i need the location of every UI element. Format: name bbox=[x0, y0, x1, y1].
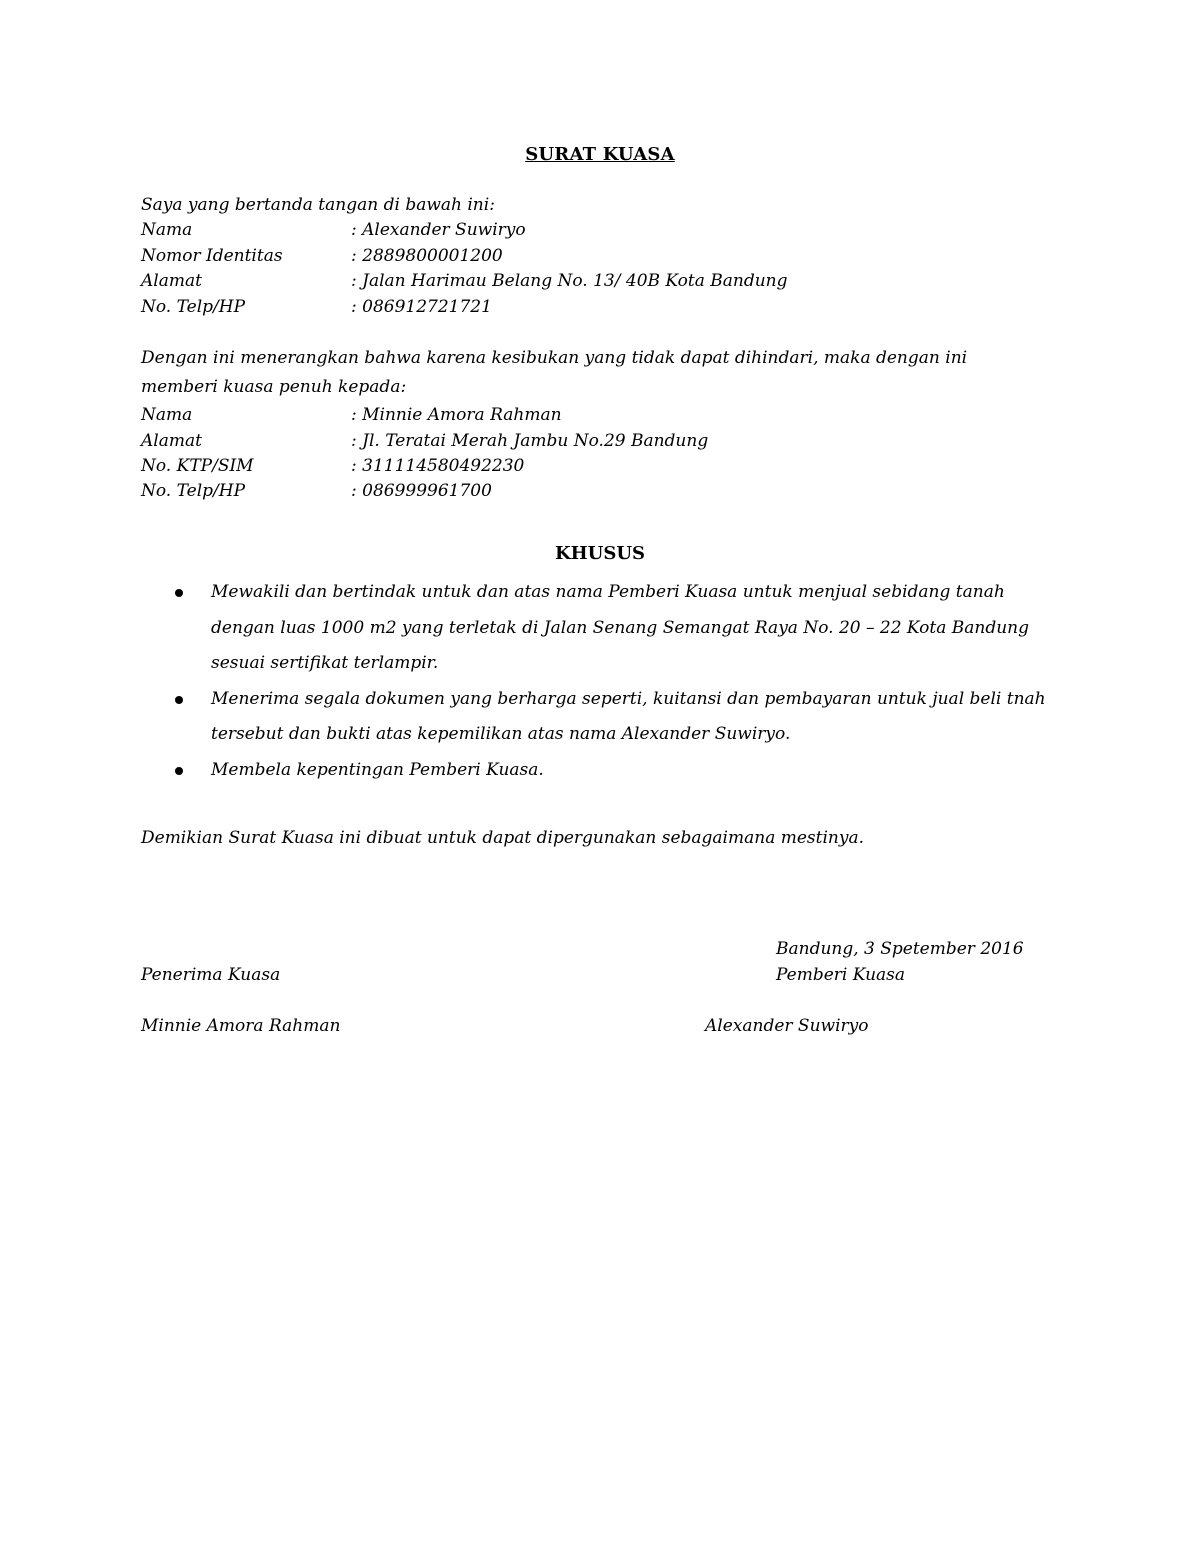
list-item-text: Mewakili dan bertindak untuk dan atas nama Pemberi Kuasa untuk menjual sebidang tanah dengan luas 1000 m2 yang terletak di Jalan Senang Semangat Raya No. 20 – 22 Kota Bandung sesuai sertifikat terlampir. bbox=[211, 582, 1030, 673]
section-heading: KHUSUS bbox=[554, 543, 646, 564]
recipient-role: Penerima Kuasa bbox=[141, 965, 281, 985]
field-value: : 2889800001200 bbox=[351, 246, 503, 266]
list-item bbox=[175, 753, 1055, 789]
field-label: Alamat bbox=[141, 271, 202, 291]
bullet-list bbox=[175, 575, 1055, 788]
closing-text: Demikian Surat Kuasa ini dibuat untuk dapat dipergunakan sebagaimana mestinya. bbox=[141, 828, 864, 848]
field-label: No. KTP/SIM bbox=[141, 456, 254, 476]
bullet-icon bbox=[175, 696, 183, 704]
list-item bbox=[175, 682, 1055, 753]
field-label: No. Telp/HP bbox=[141, 481, 246, 501]
field-label: No. Telp/HP bbox=[141, 297, 246, 317]
list-item-text: Menerima segala dokumen yang berharga seperti, kuitansi dan pembayaran untuk jual beli tnah tersebut dan bukti atas kepemilikan atas nama Alexander Suwiryo. bbox=[211, 688, 1046, 744]
document-title: SURAT KUASA bbox=[525, 144, 675, 165]
field-value: : 311114580492230 bbox=[351, 456, 525, 476]
field-value: : Jl. Teratai Merah Jambu No.29 Bandung bbox=[351, 431, 709, 451]
field-value: : 086999961700 bbox=[351, 481, 492, 501]
grantor-signature-name: Alexander Suwiryo bbox=[705, 1016, 869, 1036]
field-label: Nama bbox=[141, 405, 193, 425]
bullet-icon bbox=[175, 589, 183, 597]
field-value: : Alexander Suwiryo bbox=[351, 220, 526, 240]
field-value: : Minnie Amora Rahman bbox=[351, 405, 562, 425]
bullet-icon bbox=[175, 767, 183, 775]
recipient-signature-name: Minnie Amora Rahman bbox=[141, 1016, 341, 1036]
list-item bbox=[175, 575, 1055, 682]
field-value: : Jalan Harimau Belang No. 13/ 40B Kota Bandung bbox=[351, 271, 788, 291]
statement-line-1: Dengan ini menerangkan bahwa karena kesibukan yang tidak dapat dihindari, maka dengan ini bbox=[141, 348, 968, 368]
field-label: Nomor Identitas bbox=[141, 246, 283, 266]
field-label: Nama bbox=[141, 220, 193, 240]
field-value: : 086912721721 bbox=[351, 297, 492, 317]
grantor-role: Pemberi Kuasa bbox=[776, 965, 906, 985]
list-item-text: Membela kepentingan Pemberi Kuasa. bbox=[211, 759, 544, 780]
statement-line-2: memberi kuasa penuh kepada: bbox=[141, 377, 407, 397]
place-date: Bandung, 3 Spetember 2016 bbox=[776, 939, 1024, 959]
field-label: Alamat bbox=[141, 431, 202, 451]
intro-text: Saya yang bertanda tangan di bawah ini: bbox=[141, 195, 495, 215]
